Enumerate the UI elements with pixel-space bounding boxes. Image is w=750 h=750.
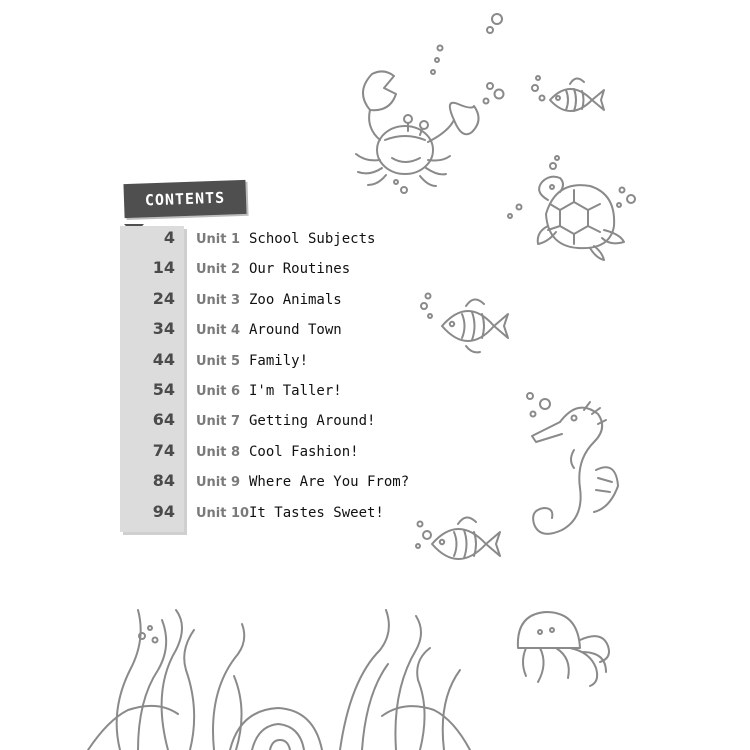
toc-row-unit-5[interactable] bbox=[120, 348, 440, 378]
unit-title: Our Routines bbox=[249, 261, 351, 278]
toc-row-unit-6[interactable] bbox=[120, 378, 440, 408]
page-number: 94 bbox=[152, 501, 175, 521]
toc-row-unit-8[interactable] bbox=[120, 439, 440, 469]
unit-label: Unit 8 bbox=[196, 444, 241, 460]
page-number: 24 bbox=[152, 288, 175, 308]
toc-row-unit-10[interactable] bbox=[120, 500, 440, 530]
fish-icon bbox=[550, 78, 604, 111]
fish-icon bbox=[442, 299, 508, 352]
toc-row-unit-9[interactable] bbox=[120, 469, 440, 499]
unit-label: Unit 3 bbox=[196, 292, 241, 308]
page-number: 84 bbox=[152, 471, 175, 491]
unit-title: Around Town bbox=[249, 322, 342, 339]
page-number: 54 bbox=[152, 379, 175, 399]
page-number: 64 bbox=[152, 410, 175, 430]
unit-title: Cool Fashion! bbox=[249, 443, 359, 460]
toc-row-unit-1[interactable] bbox=[120, 226, 440, 256]
page-number: 34 bbox=[152, 319, 175, 339]
page-number: 44 bbox=[152, 349, 175, 369]
unit-title: I'm Taller! bbox=[249, 382, 342, 399]
page-number: 14 bbox=[152, 258, 175, 278]
toc-row-unit-3[interactable] bbox=[120, 287, 440, 317]
unit-label: Unit 5 bbox=[196, 353, 241, 369]
page-number: 74 bbox=[152, 440, 175, 460]
seahorse-icon bbox=[532, 402, 618, 534]
toc-row-unit-2[interactable] bbox=[120, 256, 440, 286]
toc-row-unit-7[interactable] bbox=[120, 408, 440, 438]
page-number: 4 bbox=[163, 228, 175, 247]
unit-title: Zoo Animals bbox=[249, 291, 342, 308]
unit-label: Unit 7 bbox=[196, 414, 241, 430]
crab-icon bbox=[356, 71, 479, 193]
unit-label: Unit 4 bbox=[196, 323, 241, 339]
seaweed-icon bbox=[88, 610, 470, 750]
toc-row-unit-4[interactable] bbox=[120, 317, 440, 347]
shell-icon bbox=[230, 708, 322, 750]
unit-label: Unit 1 bbox=[196, 232, 241, 247]
unit-title: School Subjects bbox=[249, 231, 376, 247]
jellyfish-icon bbox=[518, 612, 609, 686]
unit-label: Unit 10 bbox=[196, 505, 250, 521]
unit-title: Getting Around! bbox=[249, 413, 376, 430]
fish-icon bbox=[432, 517, 500, 559]
unit-title: It Tastes Sweet! bbox=[249, 504, 384, 521]
table-of-contents bbox=[120, 226, 440, 530]
unit-title: Family! bbox=[249, 352, 309, 369]
contents-heading: CONTENTS bbox=[123, 180, 246, 218]
unit-label: Unit 9 bbox=[196, 475, 241, 491]
unit-title: Where Are You From? bbox=[249, 474, 410, 491]
turtle-icon bbox=[538, 177, 624, 260]
unit-label: Unit 2 bbox=[196, 262, 241, 278]
unit-label: Unit 6 bbox=[196, 383, 241, 399]
